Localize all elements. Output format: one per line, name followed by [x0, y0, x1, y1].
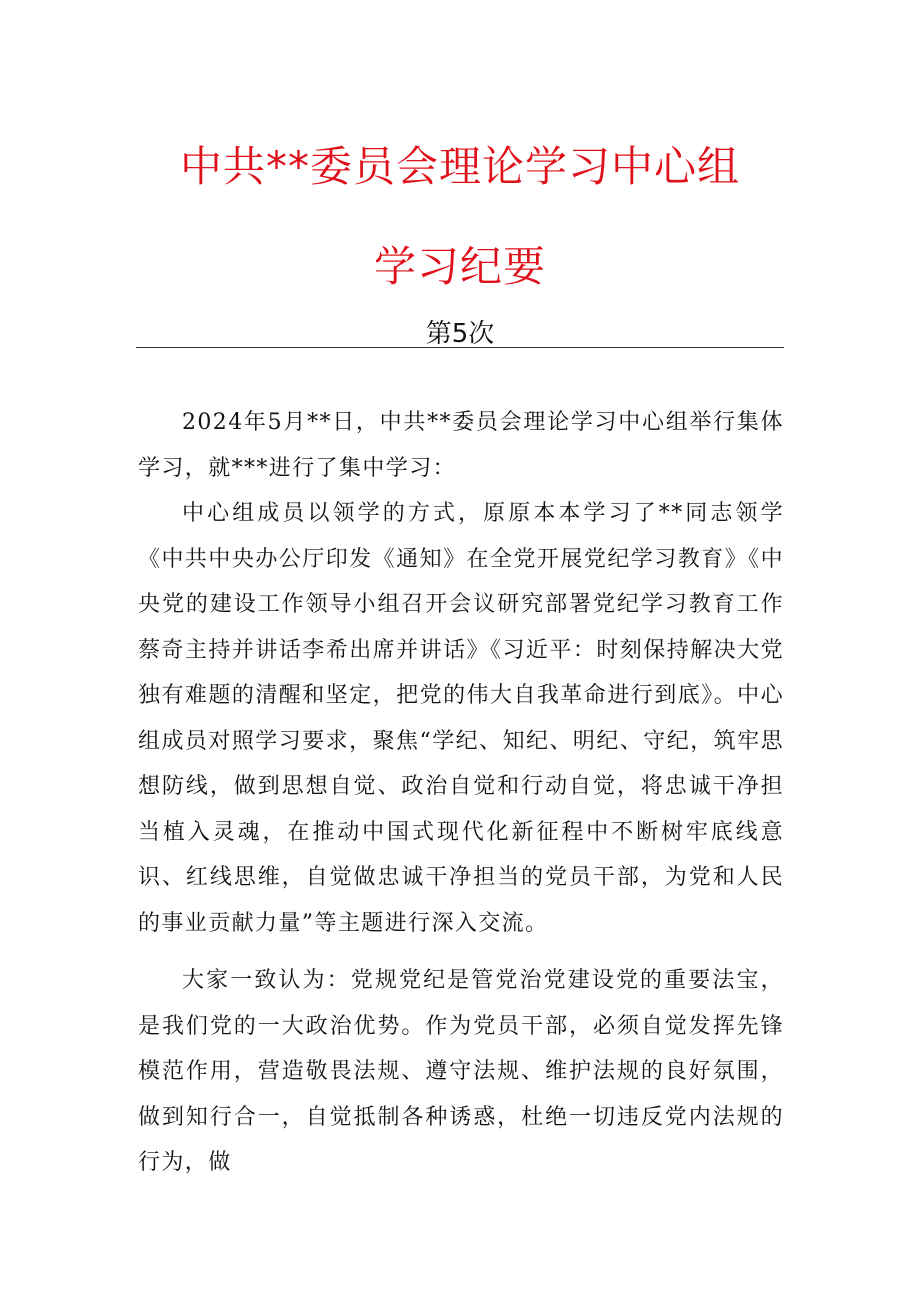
body-paragraph: 中心组成员以领学的方式，原原本本学习了**同志领学《中共中央办公厅印发《通知》在全党开展党纪学习教育》《中央党的建设工作领导小组召开会议研究部署党纪学习教育工作蔡奇主持并讲话李希出席并讲话》《习近平：时刻保持解决大党独有难题的清醒和坚定，把党的伟大自我革命进行到底》。中心组成员对照学习要求，聚焦“学纪、知纪、明纪、守纪，筑牢思想防线，做到思想自觉、政治自觉和行动自觉，将忠诚干净担当植入灵魂，在推动中国式现代化新征程中不断树牢底线意识、红线思维，自觉做忠诚干净担当的党员干部，为党和人民的事业贡献力量”等主题进行深入交流。 — [138, 501, 784, 936]
document-body — [138, 400, 784, 1206]
issue-number: 第5次 — [425, 319, 495, 349]
body-paragraph: 大家一致认为：党规党纪是管党治党建设党的重要法宝，是我们党的一大政治优势。作为党员干部，必须自觉发挥先锋模范作用，营造敬畏法规、遵守法规、维护法规的良好氛围，做到知行合一，自觉抵制各种诱惑，杜绝一切违反党内法规的行为，做 — [138, 968, 784, 1175]
body-paragraph: 2024年5月**日，中共**委员会理论学习中心组举行集体学习，就***进行了集中学习： — [138, 410, 784, 481]
header-divider — [136, 347, 784, 348]
document-title-line1: 中共**委员会理论学习中心组 — [179, 142, 740, 191]
document-title-line2: 学习纪要 — [373, 242, 546, 291]
